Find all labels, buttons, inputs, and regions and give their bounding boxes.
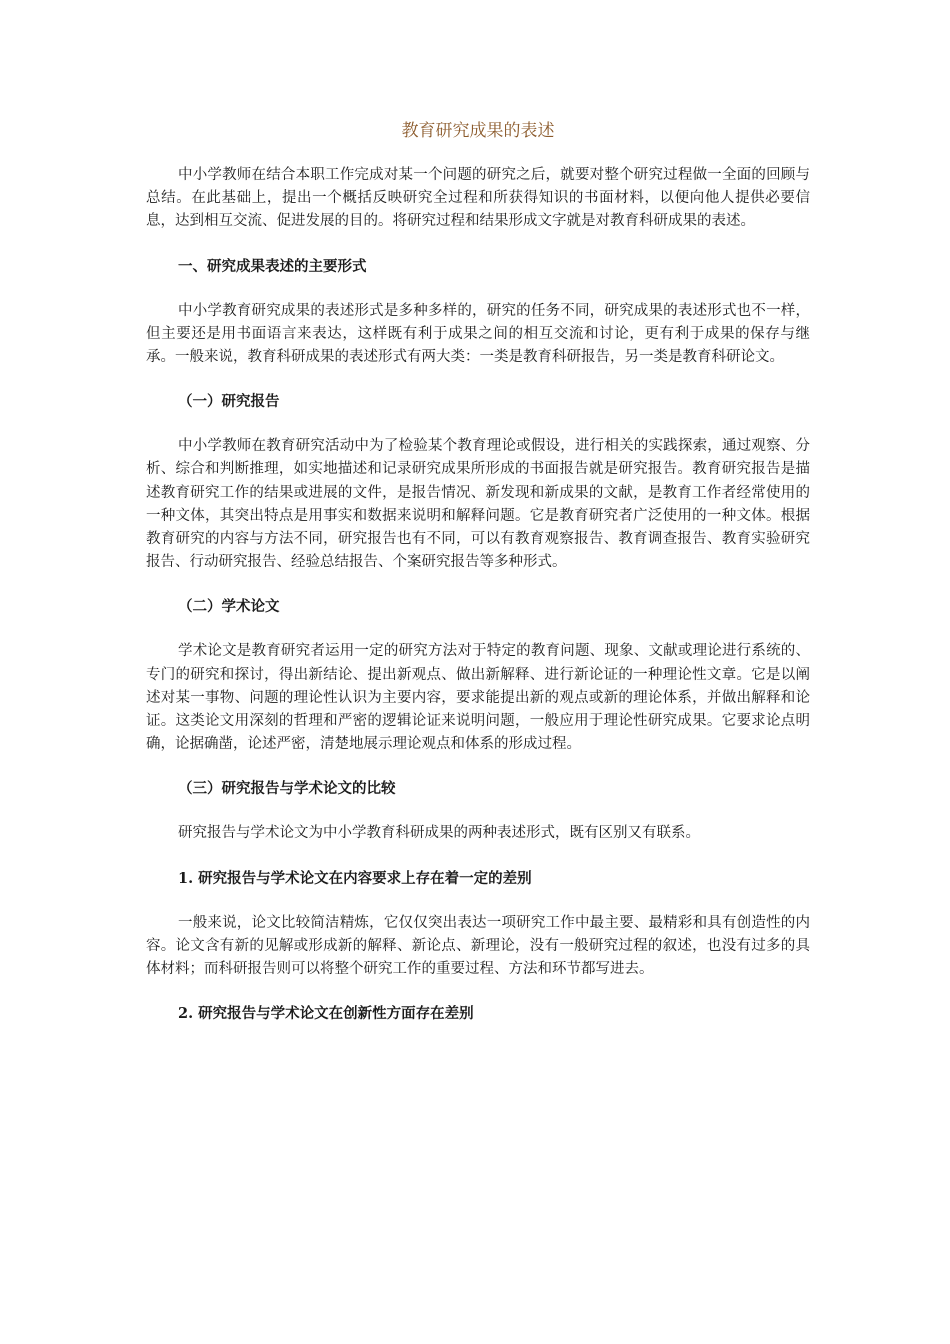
point-1-heading: 1. 研究报告与学术论文在内容要求上存在着一定的差别 bbox=[178, 869, 532, 887]
spacer bbox=[146, 981, 810, 1002]
document-page bbox=[146, 118, 810, 1025]
spacer bbox=[146, 890, 810, 912]
spacer bbox=[146, 369, 810, 390]
document-title: 教育研究成果的表述 bbox=[401, 121, 555, 141]
point-2-heading: 2. 研究报告与学术论文在创新性方面存在差别 bbox=[178, 1005, 474, 1023]
spacer bbox=[146, 756, 810, 777]
section-1-paragraph: 中小学教育研究成果的表述形式是多种多样的，研究的任务不同，研究成果的表述形式也不一样，但主要还是用书面语言来表达，这样既有利于成果之间的相互交流和讨论，更有利于成果的保存与继承。一般来说，教育科研成果的表述形式有两大类：一类是教育科研报告，另一类是教育科研论文。 bbox=[146, 302, 810, 366]
spacer bbox=[146, 800, 810, 822]
spacer bbox=[146, 413, 810, 435]
spacer bbox=[146, 846, 810, 867]
spacer bbox=[146, 278, 810, 300]
point-1-paragraph: 一般来说，论文比较简洁精炼，它仅仅突出表达一项研究工作中最主要、最精彩和具有创造性的内容。论文含有新的见解或形成新的解释、新论点、新理论，没有一般研究过程的叙述，也没有过多的具体材料；而科研报告则可以将整个研究工作的重要过程、方法和环节都写进去。 bbox=[146, 914, 810, 978]
subsection-1-paragraph: 中小学教师在教育研究活动中为了检验某个教育理论或假设，进行相关的实践探索，通过观察、分析、综合和判断推理，如实地描述和记录研究成果所形成的书面报告就是研究报告。教育研究报告是描述教育研究工作的结果或进展的文件，是报告情况、新发现和新成果的文献，是教育工作者经常使用的一种文体，其突出特点是用事实和数据来说明和解释问题。它是教育研究者广泛使用的一种文体。根据教育研究的内容与方法不同，研究报告也有不同，可以有教育观察报告、教育调查报告、教育实验研究报告、行动研究报告、经验总结报告、个案研究报告等多种形式。 bbox=[146, 438, 810, 571]
spacer bbox=[146, 234, 810, 255]
subsection-2-paragraph: 学术论文是教育研究者运用一定的研究方法对于特定的教育问题、现象、文献或理论进行系统的、专门的研究和探讨，得出新结论、提出新观点、做出新解释、进行新论证的一种理论性文章。它是以阐述对某一事物、问题的理论性认识为主要内容，要求能提出新的观点或新的理论体系，并做出解释和论证。这类论文用深刻的哲理和严密的逻辑论证来说明问题，一般应用于理论性研究成果。它要求论点明确，论据确凿，论述严密，清楚地展示理论观点和体系的形成过程。 bbox=[146, 643, 810, 753]
subsection-1-heading: （一）研究报告 bbox=[178, 393, 280, 411]
subsection-3-heading: （三）研究报告与学术论文的比较 bbox=[178, 780, 396, 798]
subsection-2-heading: （二）学术论文 bbox=[178, 598, 280, 616]
spacer bbox=[146, 618, 810, 640]
section-1-heading: 一、研究成果表述的主要形式 bbox=[178, 257, 367, 275]
subsection-3-paragraph: 研究报告与学术论文为中小学教育科研成果的两种表述形式，既有区别又有联系。 bbox=[178, 825, 700, 842]
intro-paragraph: 中小学教师在结合本职工作完成对某一个问题的研究之后，就要对整个研究过程做一全面的回顾与总结。在此基础上，提出一个概括反映研究全过程和所获得知识的书面材料，以便向他人提供必要信息，达到相互交流、促进发展的目的。将研究过程和结果形成文字就是对教育科研成果的表述。 bbox=[146, 167, 810, 230]
spacer bbox=[146, 574, 810, 595]
